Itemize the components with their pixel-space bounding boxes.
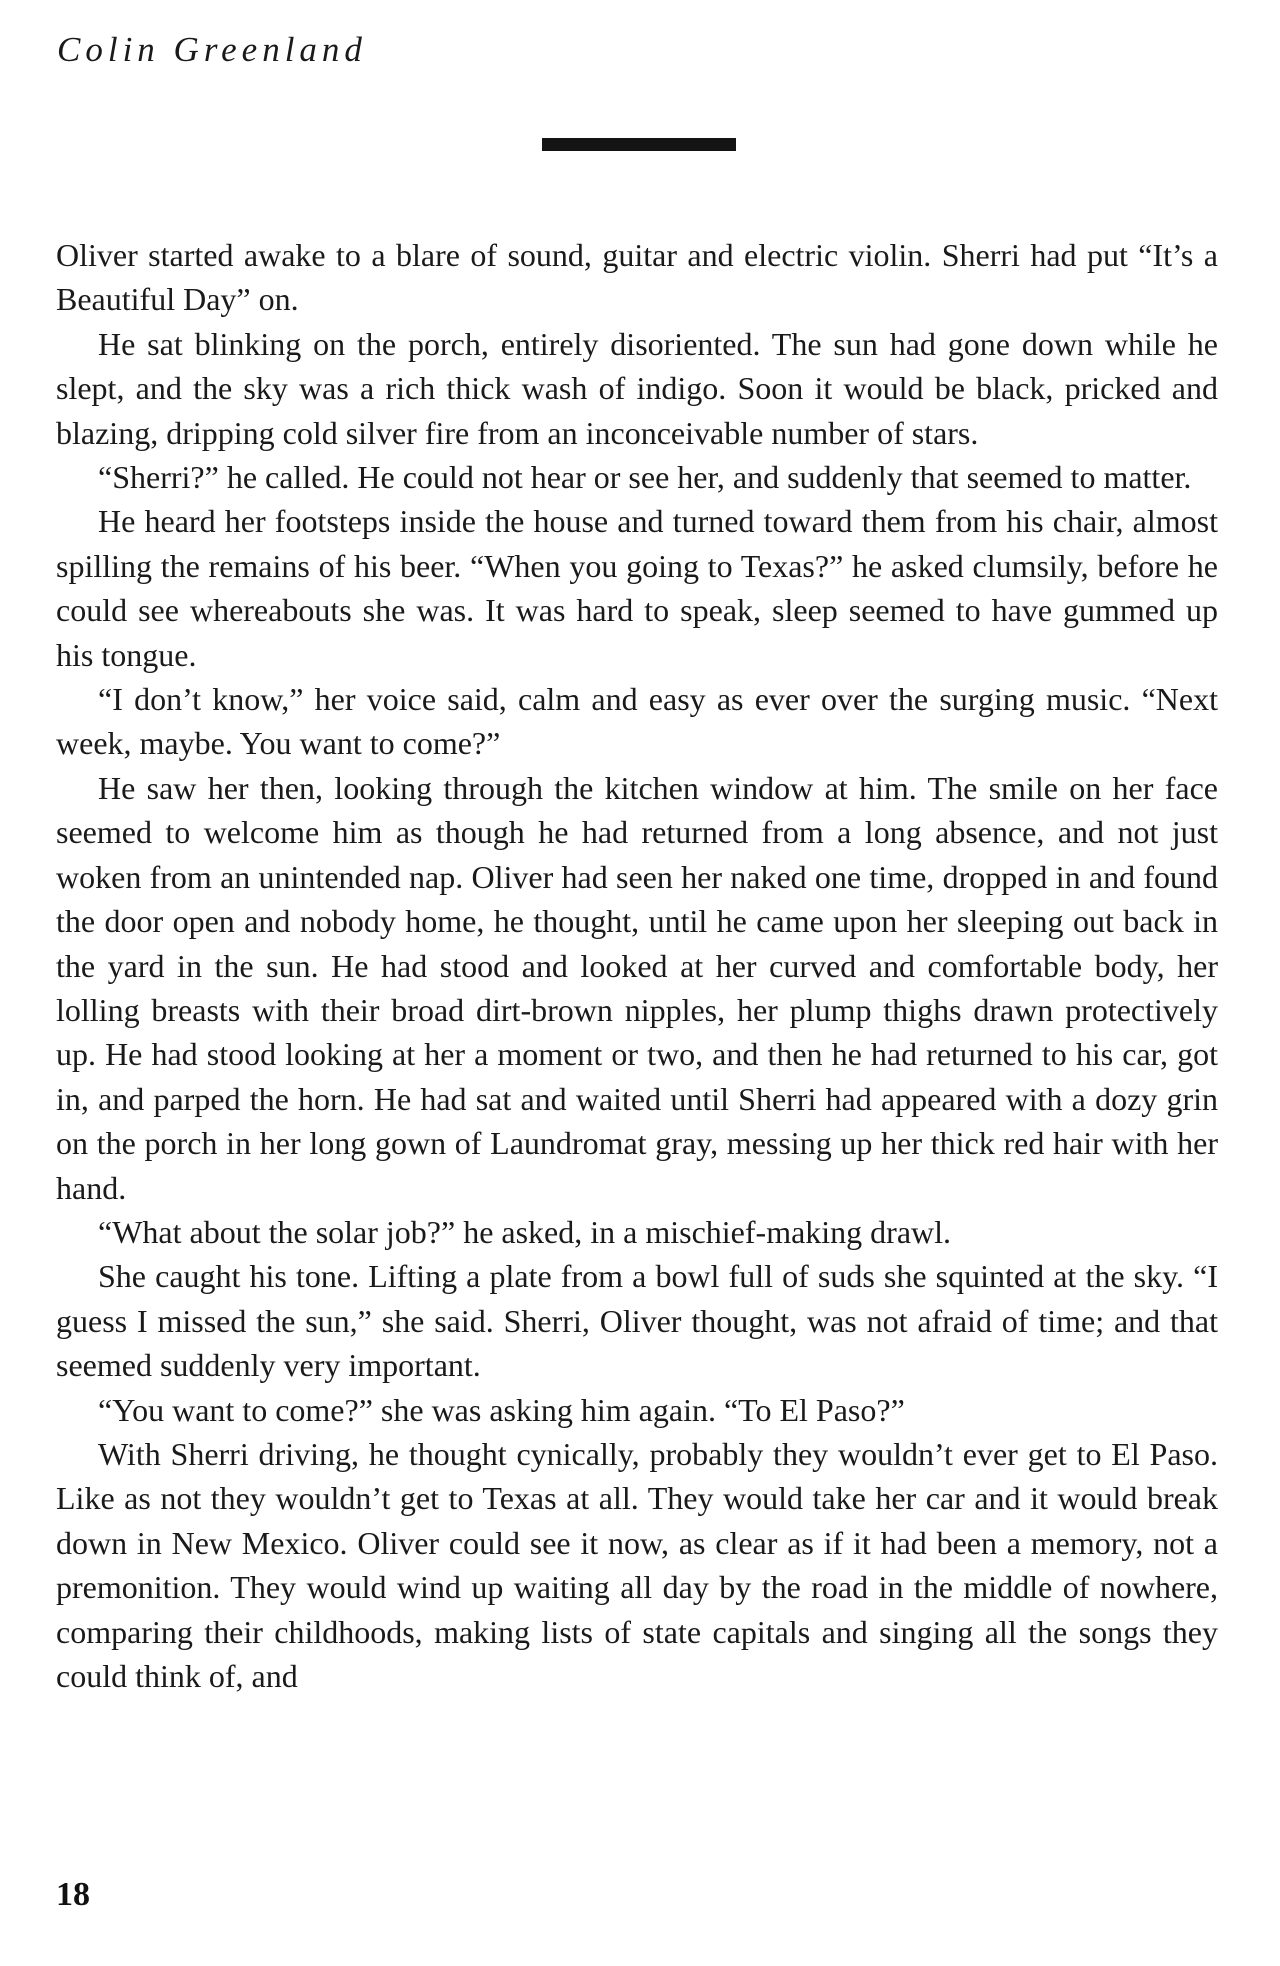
paragraph: “Sherri?” he called. He could not hear or see her, and suddenly that seemed to matter. [98,459,1192,496]
paragraph: She caught his tone. Lifting a plate from a bowl full of suds she squinted at the sky. “I guess I missed the sun,” she said. Sherri, Oliver thought, was not afraid of time; and that seemed suddenly very important. [56,1258,1218,1384]
paragraph: “I don’t know,” her voice said, calm and easy as ever over the surging music. “Next week, maybe. You want to come?” [56,681,1218,762]
paragraph: He sat blinking on the porch, entirely disoriented. The sun had gone down while he slept, and the sky was a rich thick wash of indigo. Soon it would be black, pricked and blazing, dripping cold silver fire from an inconceivable number of stars. [56,325,1218,451]
paragraph: “You want to come?” she was asking him again. “To El Paso?” [98,1391,905,1428]
page-number: 18 [56,1876,90,1913]
paragraph: He heard her footsteps inside the house and turned toward them from his chair, almost spilling the remains of his beer. “When you going to Texas?” he asked clumsily, before he could see whereabouts she was. It was hard to speak, sleep seemed to have gummed up his tongue. [56,503,1218,673]
paragraph: Oliver started awake to a blare of sound, guitar and electric violin. Sherri had put “It’s a Beautiful Day” on. [56,237,1218,318]
story-text [56,233,1218,1698]
running-head-author: Colin Greenland [57,30,367,69]
paragraph: “What about the solar job?” he asked, in a mischief-making drawl. [98,1213,952,1250]
paragraph: He saw her then, looking through the kitchen window at him. The smile on her face seemed to welcome him as though he had returned from a long absence, and not just woken from an unintended nap. Oliver had seen her naked one time, dropped in and found the door open and nobody home, he thought, until he came upon her sleeping out back in the yard in the sun. He had stood and looked at her curved and comfortable body, her lolling breasts with their broad dirt-brown nipples, her plump thighs drawn protectively up. He had stood looking at her a moment or two, and then he had returned to his car, got in, and parped the horn. He had sat and waited until Sherri had appeared with a dozy grin on the porch in her long gown of Laundromat gray, messing up her thick red hair with her hand. [56,769,1218,1206]
section-break-rule [542,138,736,151]
paragraph: With Sherri driving, he thought cynically, probably they wouldn’t ever get to El Paso. Like as not they wouldn’t get to Texas at all. They would take her car and it would break down in New Mexico. Oliver could see it now, as clear as if it had been a memory, not a premonition. They would wind up waiting all day by the road in the middle of nowhere, comparing their childhoods, making lists of state capitals and singing all the songs they could think of, and [56,1435,1218,1694]
